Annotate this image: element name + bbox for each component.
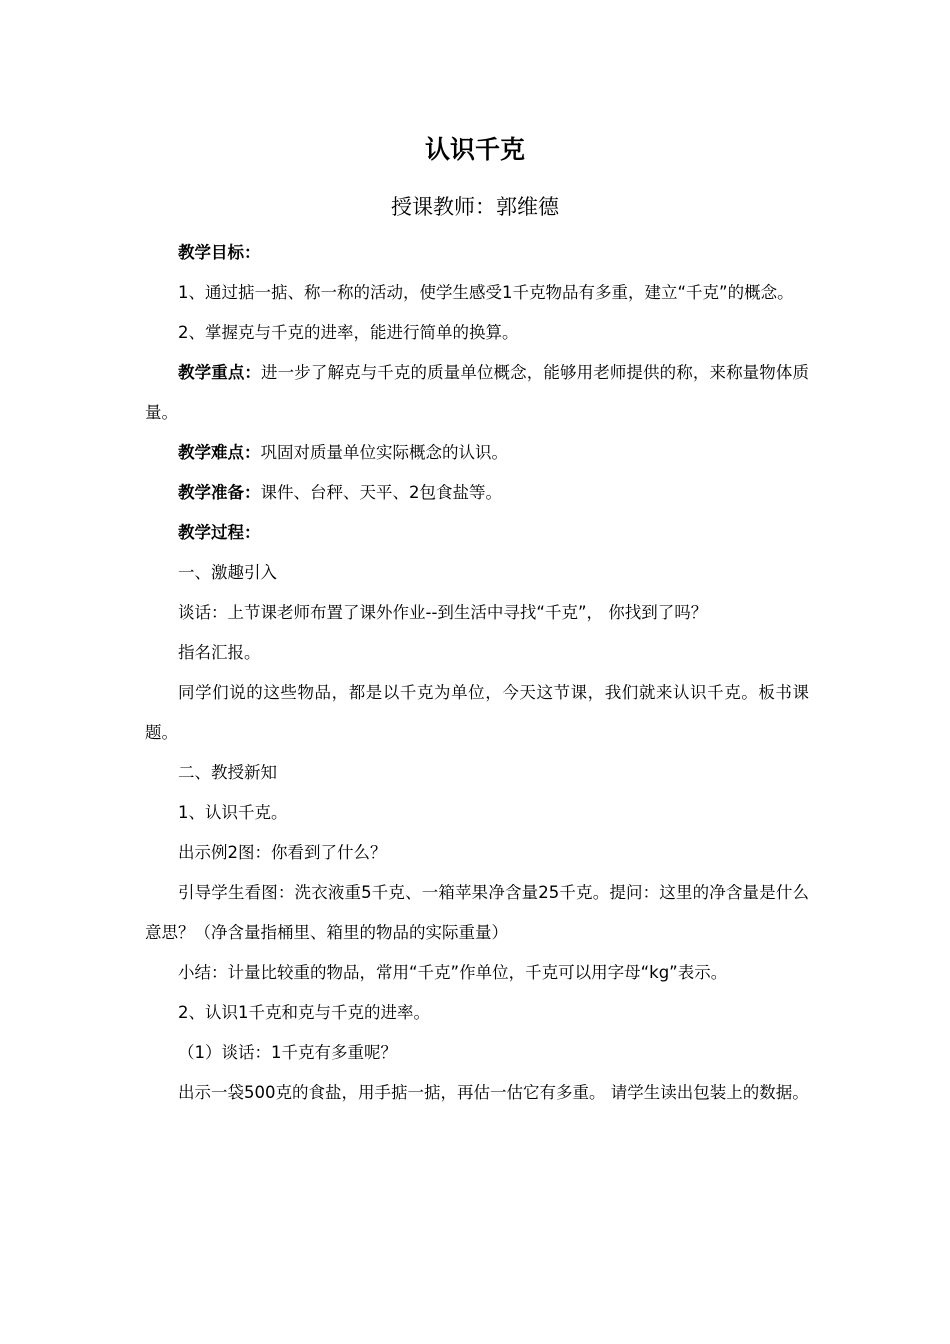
paragraph: [145, 793, 809, 833]
paragraph-text: 一、激趣引入: [178, 563, 277, 582]
paragraph-text: 出示一袋500克的食盐，用手掂一掂，再估一估它有多重。 请学生读出包装上的数据。: [178, 1083, 809, 1102]
paragraph-text: （1）谈话：1千克有多重呢？: [178, 1043, 397, 1062]
paragraph: [145, 953, 809, 993]
paragraph: [145, 673, 809, 753]
paragraph: [145, 553, 809, 593]
paragraph: [145, 873, 809, 953]
paragraph: [145, 513, 809, 553]
paragraph-label: 教学重点：: [178, 363, 262, 382]
paragraph: [145, 353, 809, 433]
paragraph-text: 出示例2图：你看到了什么？: [178, 843, 387, 862]
paragraph: [145, 593, 809, 633]
paragraph-text: 1、认识千克。: [178, 803, 288, 822]
paragraph-label: 教学准备：: [178, 483, 261, 502]
paragraph: [145, 233, 809, 273]
paragraph: [145, 1033, 809, 1073]
paragraph-text: 指名汇报。: [178, 643, 261, 662]
paragraph-text: 小结：计量比较重的物品，常用“千克”作单位，千克可以用字母“kg”表示。: [178, 963, 728, 982]
paragraph-text: 二、教授新知: [178, 763, 277, 782]
document-body: [145, 233, 809, 1113]
document-subtitle: 授课教师：郭维德: [391, 195, 559, 219]
paragraph-text: 2、认识1千克和克与千克的进率。: [178, 1003, 430, 1022]
paragraph: [145, 753, 809, 793]
paragraph-text: 课件、台秤、天平、2包食盐等。: [260, 483, 502, 502]
paragraph: [145, 1073, 809, 1113]
paragraph-text: 2、掌握克与千克的进率，能进行简单的换算。: [178, 323, 519, 342]
paragraph: [145, 433, 809, 473]
paragraph: [145, 633, 809, 673]
paragraph-label: 教学难点：: [178, 443, 261, 462]
paragraph: [145, 473, 809, 513]
paragraph-text: 进一步了解克与千克的质量单位概念，能够用老师提供的称，来称量物体质量。: [145, 363, 810, 422]
paragraph-text: 1、通过掂一掂、称一称的活动，使学生感受1千克物品有多重，建立“千克”的概念。: [178, 283, 794, 302]
paragraph-label: 教学过程：: [178, 523, 261, 542]
paragraph: [145, 993, 809, 1033]
document-title: 认识千克: [424, 135, 525, 164]
paragraph-text: 同学们说的这些物品，都是以千克为单位，今天这节课，我们就来认识千克。板书课题。: [145, 683, 809, 742]
paragraph-text: 巩固对质量单位实际概念的认识。: [260, 443, 508, 462]
paragraph-text: 引导学生看图：洗衣液重5千克、一箱苹果净含量25千克。提问：这里的净含量是什么意思？（净含量指桶里、箱里的物品的实际重量）: [145, 883, 809, 942]
paragraph-text: 谈话：上节课老师布置了课外作业--到生活中寻找“千克”， 你找到了吗？: [178, 603, 708, 622]
paragraph-label: 教学目标：: [178, 243, 261, 262]
paragraph: [145, 313, 809, 353]
paragraph: [145, 273, 809, 313]
paragraph: [145, 833, 809, 873]
